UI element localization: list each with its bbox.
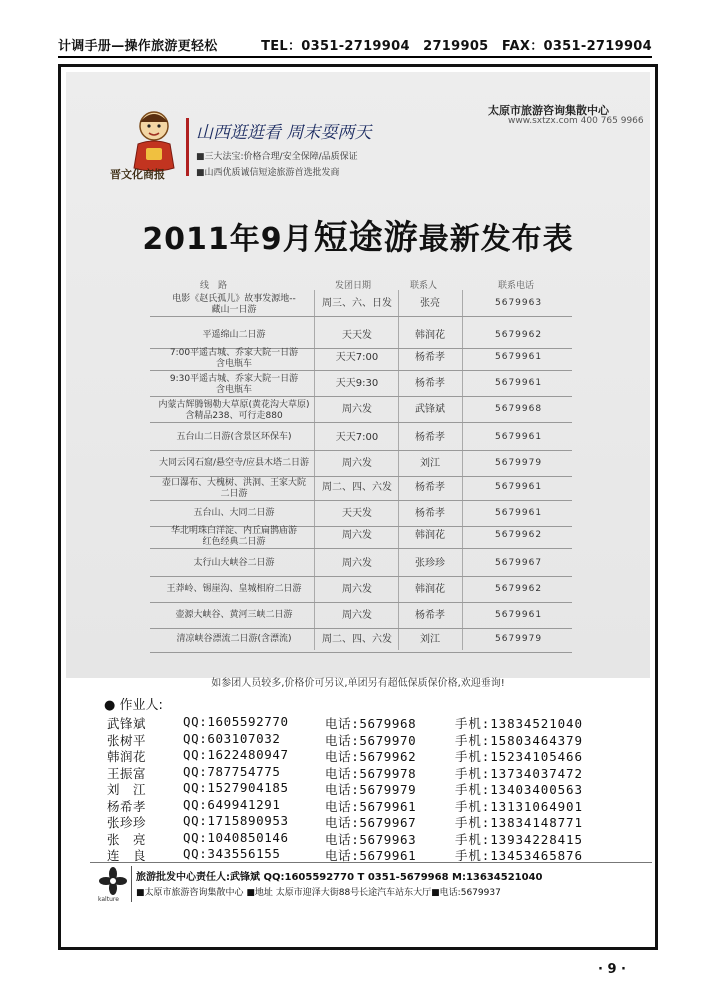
route-cell: 清凉峡谷漂流二日游(含漂流) xyxy=(176,634,292,644)
slogan-accent xyxy=(186,118,189,176)
operator-qq: QQ:343556155 xyxy=(183,846,281,861)
departure-cell: 天天发 xyxy=(342,508,372,519)
operator-mobile: 手机:13834521040 xyxy=(455,716,583,731)
operator-phone: 电话:5679961 xyxy=(325,798,417,814)
operator-name: 杨希孝 xyxy=(107,798,147,814)
row-divider xyxy=(150,450,572,451)
operators-title xyxy=(104,694,163,713)
flower-logo-icon xyxy=(98,866,128,898)
departure-cell: 周六发 xyxy=(342,584,372,595)
column-divider xyxy=(398,290,399,650)
logo-text: 晋文化商报 xyxy=(110,168,165,181)
center-url: www.sxtzx.com 400 765 9966 xyxy=(508,116,644,126)
row-divider xyxy=(150,370,572,371)
title-highlight: 短途游 xyxy=(313,218,419,258)
contact-cell: 杨希孝 xyxy=(415,352,445,363)
route-cell: 壶源大峡谷、黄河三峡二日游 xyxy=(175,610,293,620)
operator-qq: QQ:1622480947 xyxy=(183,747,289,762)
contact-cell: 武锋斌 xyxy=(415,404,445,415)
contact-cell: 杨希孝 xyxy=(415,378,445,389)
column-divider xyxy=(462,290,463,650)
phone-cell: 5679961 xyxy=(495,482,543,492)
operator-phone: 电话:5679978 xyxy=(325,765,417,781)
departure-cell: 周六发 xyxy=(342,530,372,541)
route-cell: 壶口瀑布、大槐树、洪洞、王家大院 二日游 xyxy=(161,478,306,499)
departure-cell: 天天9:30 xyxy=(335,378,379,389)
title-date: 2011年9月 xyxy=(142,222,314,257)
contact-cell: 杨希孝 xyxy=(415,432,445,443)
row-divider xyxy=(150,628,572,629)
page-header xyxy=(58,35,652,55)
center-name: 太原市旅游咨询集散中心 xyxy=(488,104,609,117)
contact-cell: 杨希孝 xyxy=(415,610,445,621)
contact-cell: 张亮 xyxy=(420,298,440,309)
header-contact: TEL：0351-2719904 2719905 FAX：0351-2719904 xyxy=(261,39,652,54)
departure-cell: 周二、四、六发 xyxy=(322,482,392,493)
column-divider xyxy=(314,290,315,650)
page-title xyxy=(66,210,650,259)
route-cell: 平遥绵山二日游 xyxy=(202,330,266,340)
route-cell: 内蒙古辉腾锡勒大草原(黄花沟大草原) 含精品238、可行走880 xyxy=(158,400,310,421)
phone-cell: 5679979 xyxy=(495,634,543,644)
col-header-phone: 联系电话 xyxy=(498,281,535,291)
phone-cell: 5679967 xyxy=(495,558,543,568)
operator-mobile: 手机:13453465876 xyxy=(455,848,583,863)
operator-mobile: 手机:13934228415 xyxy=(455,831,583,847)
departure-cell: 周六发 xyxy=(342,458,372,469)
departure-cell: 天天7:00 xyxy=(335,352,379,363)
phone-cell: 5679961 xyxy=(495,432,543,442)
footer-divider xyxy=(131,866,132,902)
operator-phone: 电话:5679970 xyxy=(325,732,417,748)
operator-phone: 电话:5679967 xyxy=(325,815,417,830)
operator-name: 韩润花 xyxy=(107,749,147,764)
operator-phone: 电话:5679962 xyxy=(325,749,417,764)
operator-phone: 电话:5679968 xyxy=(325,716,417,731)
departure-cell: 天天发 xyxy=(342,330,372,341)
operator-qq: QQ:787754775 xyxy=(183,763,281,779)
departure-cell: 天天7:00 xyxy=(335,432,379,443)
contact-cell: 韩润花 xyxy=(415,330,445,341)
operator-name: 王振富 xyxy=(107,765,147,781)
operator-phone: 电话:5679963 xyxy=(325,831,417,847)
footer-logo-text: kalture xyxy=(98,896,119,903)
phone-cell: 5679961 xyxy=(495,352,543,362)
row-divider xyxy=(150,422,572,423)
brand-promise: ■三大法宝:价格合理/安全保障/品质保证 xyxy=(196,152,358,162)
col-header-person: 联系人 xyxy=(410,281,438,291)
row-divider xyxy=(150,652,572,653)
footer-address: ■太原市旅游咨询集散中心 ■地址 太原市迎泽大街88号长途汽车站东大厅■电话:5679937 xyxy=(136,888,501,898)
departure-cell: 周六发 xyxy=(342,610,372,621)
phone-cell: 5679979 xyxy=(495,458,543,468)
departure-cell: 周二、四、六发 xyxy=(322,634,392,645)
operator-mobile: 手机:13131064901 xyxy=(455,798,583,814)
phone-cell: 5679962 xyxy=(495,330,543,340)
operator-qq: QQ:649941291 xyxy=(183,796,281,812)
phone-cell: 5679963 xyxy=(495,298,543,308)
contact-cell: 韩润花 xyxy=(415,530,445,541)
phone-cell: 5679961 xyxy=(495,508,543,518)
route-cell: 电影《赵氏孤儿》故事发源地-- 藏山一日游 xyxy=(172,294,296,315)
operator-phone: 电话:5679961 xyxy=(325,848,417,863)
operator-mobile: 手机:13834148771 xyxy=(455,815,583,830)
route-cell: 太行山大峡谷二日游 xyxy=(193,558,275,568)
brand-slogan: 山西逛逛看 周末耍两天 xyxy=(196,123,372,143)
phone-cell: 5679968 xyxy=(495,404,543,414)
contact-cell: 杨希孝 xyxy=(415,508,445,519)
operator-mobile: 手机:13403400563 xyxy=(455,782,583,797)
col-header-route: 线 路 xyxy=(200,281,228,291)
departure-cell: 周六发 xyxy=(342,404,372,415)
operator-qq: QQ:1527904185 xyxy=(183,780,289,795)
row-divider xyxy=(150,548,572,549)
operators-label: 作业人: xyxy=(119,698,163,713)
departure-cell: 周三、六、日发 xyxy=(322,298,392,309)
operator-qq: QQ:1715890953 xyxy=(183,813,289,828)
route-cell: 9:30平遥古城、乔家大院一日游 含电瓶车 xyxy=(169,374,299,395)
col-header-days: 发团日期 xyxy=(335,281,372,291)
route-cell: 五台山二日游(含景区环保车) xyxy=(176,432,292,442)
contact-cell: 杨希孝 xyxy=(415,482,445,493)
route-cell: 7:00平遥古城、乔家大院一日游 含电瓶车 xyxy=(169,348,299,369)
operator-name: 张珍珍 xyxy=(107,815,147,830)
phone-cell: 5679962 xyxy=(495,584,543,594)
contact-cell: 韩润花 xyxy=(415,584,445,595)
operator-name: 武锋斌 xyxy=(107,716,147,731)
operator-qq: QQ:1605592770 xyxy=(183,714,289,729)
row-divider xyxy=(150,500,572,501)
route-cell: 王莽岭、锡崖沟、皇城相府二日游 xyxy=(166,584,302,594)
operator-mobile: 手机:13734037472 xyxy=(455,765,583,781)
route-cell: 华北明珠白洋淀、内丘扁鹊庙游 红色经典二日游 xyxy=(170,526,297,547)
operator-qq: QQ:1040850146 xyxy=(183,829,289,845)
operator-mobile: 手机:15234105466 xyxy=(455,749,583,764)
phone-cell: 5679961 xyxy=(495,378,543,388)
booking-note: 如参团人员较多,价格价可另议,单团另有超低保质保价格,欢迎垂询! xyxy=(211,678,505,689)
footer-responsible: 旅游批发中心责任人:武锋斌 QQ:1605592770 T 0351-5679968 M:13634521040 xyxy=(136,872,543,883)
bullet-icon: ● xyxy=(104,698,116,713)
operator-name: 张树平 xyxy=(107,732,147,748)
row-divider xyxy=(150,602,572,603)
title-suffix: 最新发布表 xyxy=(418,222,574,257)
page-number: · 9 · xyxy=(598,962,626,977)
operator-name: 刘 江 xyxy=(107,782,147,797)
phone-cell: 5679962 xyxy=(495,530,543,540)
row-divider xyxy=(150,396,572,397)
row-divider xyxy=(150,316,572,317)
operator-qq: QQ:603107032 xyxy=(183,730,281,746)
header-divider xyxy=(58,56,652,58)
contact-cell: 张珍珍 xyxy=(415,558,445,569)
contact-cell: 刘江 xyxy=(420,458,440,469)
row-divider xyxy=(150,476,572,477)
departure-cell: 周六发 xyxy=(342,558,372,569)
route-cell: 大同云冈石窟/悬空寺/应县木塔二日游 xyxy=(158,458,310,468)
operator-name: 连 良 xyxy=(107,848,147,863)
phone-cell: 5679961 xyxy=(495,610,543,620)
brand-tagline: ■山西优质诚信短途旅游首选批发商 xyxy=(196,168,340,178)
contact-cell: 刘江 xyxy=(420,634,440,645)
route-cell: 五台山、大同二日游 xyxy=(193,508,275,518)
operator-name: 张 亮 xyxy=(107,831,147,847)
operator-mobile: 手机:15803464379 xyxy=(455,732,583,748)
row-divider xyxy=(150,576,572,577)
header-title: 计调手册—操作旅游更轻松 xyxy=(58,39,218,54)
operator-phone: 电话:5679979 xyxy=(325,782,417,797)
